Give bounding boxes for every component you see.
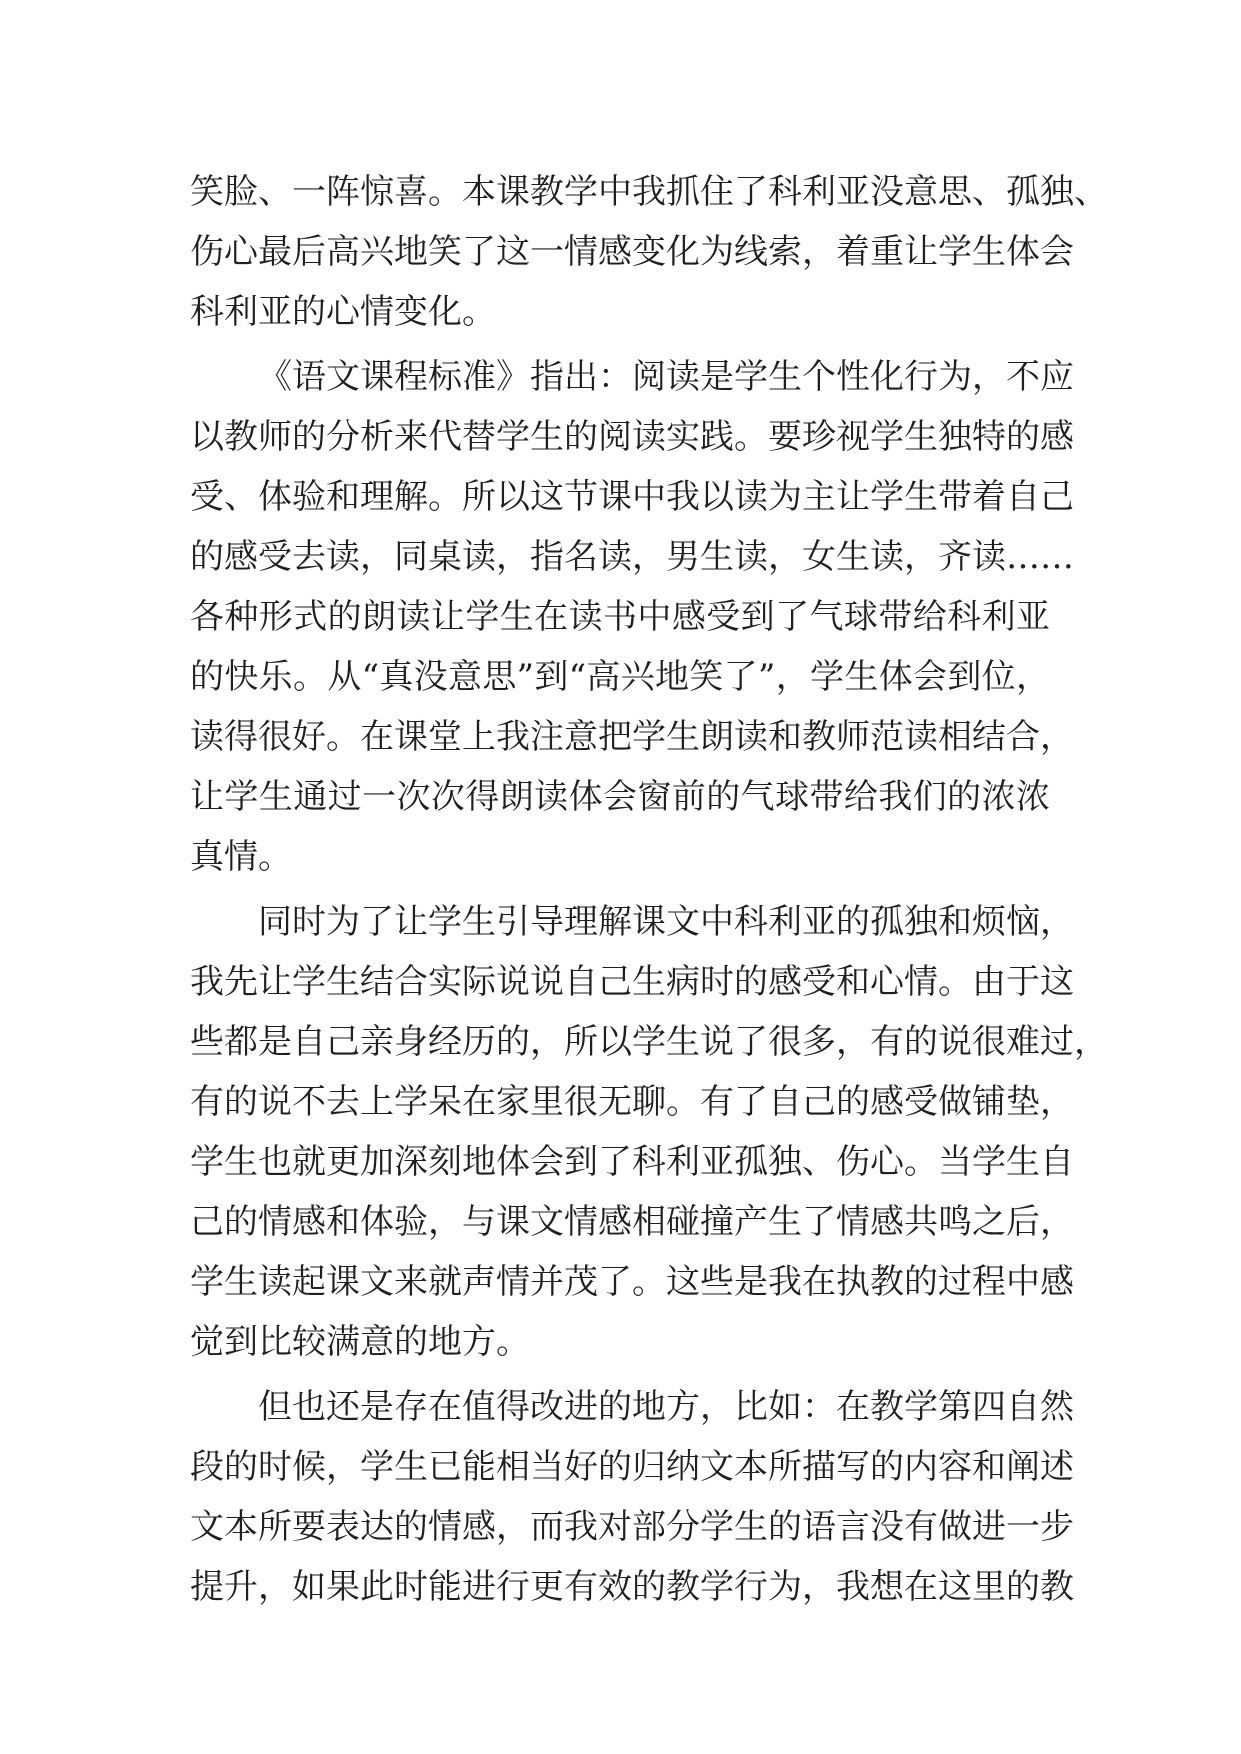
text-line-9: 的快乐。从“真没意思”到“高兴地笑了”，学生体会到位，	[190, 657, 1050, 697]
text-line-5: 以教师的分析来代替学生的阅读实践。要珍视学生独特的感	[190, 417, 1074, 457]
text-line-1: 笑脸、一阵惊喜。本课教学中我抓住了科利亚没意思、孤独、	[190, 172, 1108, 212]
text-line-10: 读得很好。在课堂上我注意把学生朗读和教师范读相结合，	[190, 717, 1074, 757]
text-line-8: 各种形式的朗读让学生在读书中感受到了气球带给科利亚	[190, 597, 1050, 637]
text-line-7: 的感受去读，同桌读，指名读，男生读，女生读，齐读……	[190, 537, 1074, 577]
text-line-6: 受、体验和理解。所以这节课中我以读为主让学生带着自己	[190, 477, 1074, 517]
text-line-22: 段的时候，学生已能相当好的归纳文本所描写的内容和阐述	[190, 1447, 1074, 1487]
text-line-23: 文本所要表达的情感，而我对部分学生的语言没有做进一步	[190, 1507, 1074, 1547]
text-line-13: 同时为了让学生引导理解课文中科利亚的孤独和烦恼，	[258, 902, 1074, 942]
text-line-14: 我先让学生结合实际说说自己生病时的感受和心情。由于这	[190, 962, 1074, 1002]
text-line-4: 《语文课程标准》指出：阅读是学生个性化行为，不应	[258, 357, 1074, 397]
text-line-17: 学生也就更加深刻地体会到了科利亚孤独、伤心。当学生自	[190, 1142, 1074, 1182]
text-line-12: 真情。	[190, 837, 292, 877]
text-line-3: 科利亚的心情变化。	[190, 292, 496, 332]
text-line-15: 些都是自己亲身经历的，所以学生说了很多，有的说很难过，	[190, 1022, 1108, 1062]
text-line-20: 觉到比较满意的地方。	[190, 1322, 530, 1362]
text-line-18: 己的情感和体验，与课文情感相碰撞产生了情感共鸣之后，	[190, 1202, 1074, 1242]
text-line-21: 但也还是存在值得改进的地方，比如：在教学第四自然	[258, 1387, 1074, 1427]
text-line-19: 学生读起课文来就声情并茂了。这些是我在执教的过程中感	[190, 1262, 1074, 1302]
text-line-11: 让学生通过一次次得朗读体会窗前的气球带给我们的浓浓	[190, 777, 1050, 817]
text-line-24: 提升，如果此时能进行更有效的教学行为，我想在这里的教	[190, 1567, 1074, 1607]
text-line-2: 伤心最后高兴地笑了这一情感变化为线索，着重让学生体会	[190, 232, 1074, 272]
text-line-16: 有的说不去上学呆在家里很无聊。有了自己的感受做铺垫，	[190, 1082, 1074, 1122]
